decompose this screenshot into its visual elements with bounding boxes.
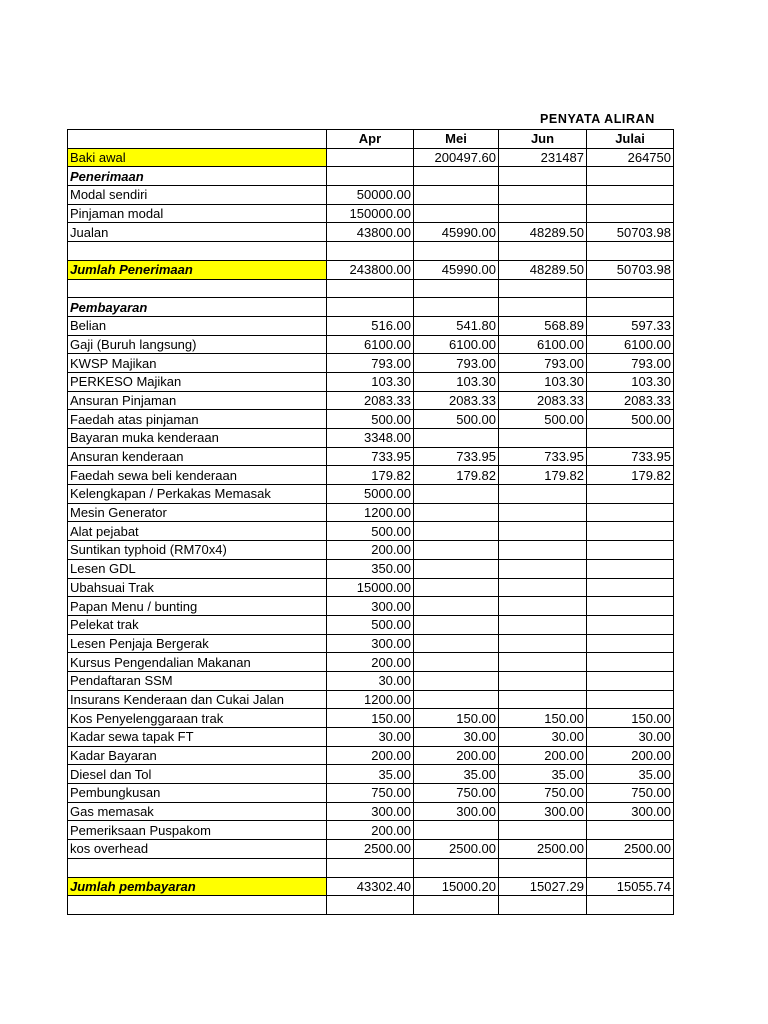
value-cell[interactable]: 1200.00 <box>327 503 414 522</box>
row-label-cell[interactable]: Kos Penyelenggaraan trak <box>68 709 327 728</box>
table-row <box>68 429 674 448</box>
value-cell[interactable] <box>414 541 499 560</box>
table-row <box>68 559 674 578</box>
value-cell[interactable] <box>414 503 499 522</box>
value-cell[interactable]: 793.00 <box>499 354 587 373</box>
value-cell[interactable]: 500.00 <box>587 410 674 429</box>
row-label-cell[interactable]: PERKESO Majikan <box>68 372 327 391</box>
value-cell[interactable] <box>587 690 674 709</box>
value-cell[interactable] <box>587 653 674 672</box>
row-label-cell[interactable]: Jumlah Penerimaan <box>68 260 327 279</box>
row-label-cell[interactable] <box>68 896 327 915</box>
value-cell[interactable]: 2500.00 <box>327 840 414 859</box>
value-cell[interactable]: 2500.00 <box>499 840 587 859</box>
value-cell[interactable] <box>587 242 674 261</box>
value-cell[interactable] <box>414 671 499 690</box>
table-row <box>68 503 674 522</box>
value-cell[interactable]: 200.00 <box>327 653 414 672</box>
table-row <box>68 821 674 840</box>
table-row <box>68 784 674 803</box>
row-label-cell[interactable]: Faedah atas pinjaman <box>68 410 327 429</box>
value-cell[interactable] <box>499 204 587 223</box>
value-cell[interactable]: 3348.00 <box>327 429 414 448</box>
row-label-cell[interactable]: Jumlah pembayaran <box>68 877 327 896</box>
value-cell[interactable]: 733.95 <box>499 447 587 466</box>
value-cell[interactable]: 30.00 <box>499 728 587 747</box>
value-cell[interactable]: 15000.00 <box>327 578 414 597</box>
value-cell[interactable]: 103.30 <box>499 372 587 391</box>
value-cell[interactable] <box>414 204 499 223</box>
value-cell[interactable] <box>587 167 674 186</box>
value-cell[interactable]: 750.00 <box>327 784 414 803</box>
value-cell[interactable]: 150.00 <box>414 709 499 728</box>
header-month-julai[interactable]: Julai <box>587 130 674 149</box>
value-cell[interactable] <box>587 597 674 616</box>
value-cell[interactable] <box>587 634 674 653</box>
row-label-cell[interactable]: Kelengkapan / Perkakas Memasak <box>68 485 327 504</box>
table-row <box>68 242 674 261</box>
value-cell[interactable] <box>499 522 587 541</box>
value-cell[interactable] <box>499 578 587 597</box>
value-cell[interactable]: 179.82 <box>327 466 414 485</box>
value-cell[interactable]: 6100.00 <box>587 335 674 354</box>
row-label-cell[interactable]: Pinjaman modal <box>68 204 327 223</box>
value-cell[interactable] <box>587 821 674 840</box>
table-row <box>68 279 674 298</box>
value-cell[interactable] <box>499 541 587 560</box>
value-cell[interactable] <box>587 298 674 317</box>
value-cell[interactable] <box>499 429 587 448</box>
row-label-cell[interactable]: Gaji (Buruh langsung) <box>68 335 327 354</box>
value-cell[interactable]: 733.95 <box>414 447 499 466</box>
row-label-cell[interactable]: Faedah sewa beli kenderaan <box>68 466 327 485</box>
table-row <box>68 653 674 672</box>
row-label-cell[interactable]: Bayaran muka kenderaan <box>68 429 327 448</box>
table-row <box>68 260 674 279</box>
table-row <box>68 896 674 915</box>
row-label-cell[interactable]: Insurans Kenderaan dan Cukai Jalan <box>68 690 327 709</box>
value-cell[interactable] <box>587 279 674 298</box>
value-cell[interactable]: 243800.00 <box>327 260 414 279</box>
value-cell[interactable]: 500.00 <box>327 615 414 634</box>
value-cell[interactable] <box>414 896 499 915</box>
value-cell[interactable] <box>414 615 499 634</box>
value-cell[interactable] <box>587 186 674 205</box>
value-cell[interactable] <box>414 690 499 709</box>
value-cell[interactable]: 50703.98 <box>587 223 674 242</box>
value-cell[interactable]: 733.95 <box>327 447 414 466</box>
value-cell[interactable] <box>587 559 674 578</box>
table-row <box>68 690 674 709</box>
table-row <box>68 223 674 242</box>
value-cell[interactable]: 750.00 <box>414 784 499 803</box>
value-cell[interactable]: 516.00 <box>327 316 414 335</box>
value-cell[interactable]: 179.82 <box>499 466 587 485</box>
value-cell[interactable] <box>414 429 499 448</box>
table-row <box>68 298 674 317</box>
value-cell[interactable]: 2083.33 <box>414 391 499 410</box>
row-label-cell[interactable] <box>68 279 327 298</box>
row-label-cell[interactable] <box>68 858 327 877</box>
value-cell[interactable]: 15055.74 <box>587 877 674 896</box>
table-row <box>68 447 674 466</box>
value-cell[interactable] <box>414 167 499 186</box>
value-cell[interactable]: 793.00 <box>414 354 499 373</box>
value-cell[interactable] <box>414 522 499 541</box>
value-cell[interactable]: 103.30 <box>587 372 674 391</box>
row-label-cell[interactable]: Belian <box>68 316 327 335</box>
value-cell[interactable] <box>499 503 587 522</box>
header-month-jun[interactable]: Jun <box>499 130 587 149</box>
value-cell[interactable] <box>499 167 587 186</box>
table-row <box>68 634 674 653</box>
header-month-mei[interactable]: Mei <box>414 130 499 149</box>
row-label-cell[interactable]: Ubahsuai Trak <box>68 578 327 597</box>
value-cell[interactable] <box>587 485 674 504</box>
table-row <box>68 728 674 747</box>
row-label-cell[interactable]: Lesen GDL <box>68 559 327 578</box>
value-cell[interactable]: 597.33 <box>587 316 674 335</box>
value-cell[interactable]: 200497.60 <box>414 148 499 167</box>
value-cell[interactable] <box>327 279 414 298</box>
value-cell[interactable] <box>499 821 587 840</box>
table-row <box>68 354 674 373</box>
value-cell[interactable] <box>414 485 499 504</box>
value-cell[interactable]: 568.89 <box>499 316 587 335</box>
table-row <box>68 858 674 877</box>
value-cell[interactable]: 200.00 <box>327 746 414 765</box>
value-cell[interactable]: 179.82 <box>587 466 674 485</box>
header-label-cell[interactable] <box>68 130 327 149</box>
value-cell[interactable]: 300.00 <box>587 802 674 821</box>
row-label-cell[interactable]: KWSP Majikan <box>68 354 327 373</box>
value-cell[interactable]: 35.00 <box>414 765 499 784</box>
row-label-cell[interactable]: Pendaftaran SSM <box>68 671 327 690</box>
value-cell[interactable]: 2083.33 <box>587 391 674 410</box>
value-cell[interactable] <box>587 204 674 223</box>
value-cell[interactable]: 500.00 <box>414 410 499 429</box>
table-row <box>68 167 674 186</box>
value-cell[interactable]: 43302.40 <box>327 877 414 896</box>
value-cell[interactable]: 300.00 <box>414 802 499 821</box>
value-cell[interactable]: 6100.00 <box>414 335 499 354</box>
row-label-cell[interactable]: kos overhead <box>68 840 327 859</box>
row-label-cell[interactable]: Pelekat trak <box>68 615 327 634</box>
header-row <box>68 130 674 149</box>
row-label-cell[interactable]: Kadar sewa tapak FT <box>68 728 327 747</box>
value-cell[interactable]: 30.00 <box>327 728 414 747</box>
table-row <box>68 316 674 335</box>
value-cell[interactable] <box>327 148 414 167</box>
value-cell[interactable]: 150.00 <box>587 709 674 728</box>
value-cell[interactable]: 541.80 <box>414 316 499 335</box>
value-cell[interactable] <box>499 186 587 205</box>
value-cell[interactable]: 500.00 <box>327 522 414 541</box>
value-cell[interactable]: 179.82 <box>414 466 499 485</box>
value-cell[interactable]: 1200.00 <box>327 690 414 709</box>
value-cell[interactable]: 35.00 <box>499 765 587 784</box>
value-cell[interactable] <box>587 615 674 634</box>
value-cell[interactable]: 500.00 <box>327 410 414 429</box>
row-label-cell[interactable]: Modal sendiri <box>68 186 327 205</box>
row-label-cell[interactable]: Ansuran kenderaan <box>68 447 327 466</box>
value-cell[interactable] <box>499 634 587 653</box>
value-cell[interactable] <box>587 429 674 448</box>
value-cell[interactable]: 6100.00 <box>327 335 414 354</box>
table-row <box>68 335 674 354</box>
value-cell[interactable] <box>414 858 499 877</box>
value-cell[interactable]: 45990.00 <box>414 223 499 242</box>
value-cell[interactable] <box>414 634 499 653</box>
cash-flow-table <box>67 129 674 915</box>
value-cell[interactable] <box>499 242 587 261</box>
value-cell[interactable]: 48289.50 <box>499 260 587 279</box>
value-cell[interactable]: 200.00 <box>414 746 499 765</box>
value-cell[interactable]: 150.00 <box>499 709 587 728</box>
row-label-cell[interactable]: Gas memasak <box>68 802 327 821</box>
value-cell[interactable]: 200.00 <box>327 821 414 840</box>
value-cell[interactable]: 5000.00 <box>327 485 414 504</box>
value-cell[interactable] <box>327 896 414 915</box>
sheet-title: PENYATA ALIRAN <box>540 112 655 126</box>
value-cell[interactable] <box>327 858 414 877</box>
table-row <box>68 391 674 410</box>
row-label-cell[interactable]: Pembungkusan <box>68 784 327 803</box>
table-row <box>68 746 674 765</box>
value-cell[interactable]: 150000.00 <box>327 204 414 223</box>
table-row <box>68 802 674 821</box>
table-row <box>68 877 674 896</box>
value-cell[interactable] <box>587 896 674 915</box>
value-cell[interactable] <box>414 578 499 597</box>
value-cell[interactable] <box>499 653 587 672</box>
value-cell[interactable] <box>587 671 674 690</box>
value-cell[interactable] <box>414 242 499 261</box>
row-label-cell[interactable]: Papan Menu / bunting <box>68 597 327 616</box>
value-cell[interactable]: 300.00 <box>327 597 414 616</box>
row-label-cell[interactable]: Suntikan typhoid (RM70x4) <box>68 541 327 560</box>
value-cell[interactable] <box>499 690 587 709</box>
value-cell[interactable] <box>499 559 587 578</box>
value-cell[interactable] <box>587 578 674 597</box>
value-cell[interactable]: 2500.00 <box>587 840 674 859</box>
value-cell[interactable]: 35.00 <box>327 765 414 784</box>
value-cell[interactable]: 350.00 <box>327 559 414 578</box>
table-row <box>68 541 674 560</box>
value-cell[interactable] <box>414 597 499 616</box>
value-cell[interactable]: 50000.00 <box>327 186 414 205</box>
table-row <box>68 186 674 205</box>
row-label-cell[interactable] <box>68 242 327 261</box>
table-body <box>68 130 674 915</box>
value-cell[interactable]: 150.00 <box>327 709 414 728</box>
table-row <box>68 522 674 541</box>
value-cell[interactable] <box>499 485 587 504</box>
value-cell[interactable]: 15027.29 <box>499 877 587 896</box>
value-cell[interactable]: 35.00 <box>587 765 674 784</box>
value-cell[interactable]: 200.00 <box>587 746 674 765</box>
table-row <box>68 485 674 504</box>
row-label-cell[interactable]: Ansuran Pinjaman <box>68 391 327 410</box>
table-row <box>68 765 674 784</box>
row-label-cell[interactable]: Pembayaran <box>68 298 327 317</box>
value-cell[interactable]: 200.00 <box>499 746 587 765</box>
value-cell[interactable] <box>499 615 587 634</box>
value-cell[interactable] <box>327 298 414 317</box>
value-cell[interactable]: 103.30 <box>327 372 414 391</box>
row-label-cell[interactable]: Mesin Generator <box>68 503 327 522</box>
value-cell[interactable] <box>499 671 587 690</box>
header-month-apr[interactable]: Apr <box>327 130 414 149</box>
value-cell[interactable] <box>414 279 499 298</box>
table-row <box>68 840 674 859</box>
value-cell[interactable]: 300.00 <box>327 802 414 821</box>
value-cell[interactable]: 43800.00 <box>327 223 414 242</box>
value-cell[interactable]: 733.95 <box>587 447 674 466</box>
row-label-cell[interactable]: Lesen Penjaja Bergerak <box>68 634 327 653</box>
row-label-cell[interactable]: Jualan <box>68 223 327 242</box>
table-row <box>68 372 674 391</box>
table-row <box>68 148 674 167</box>
table-row <box>68 578 674 597</box>
row-label-cell[interactable]: Baki awal <box>68 148 327 167</box>
table-row <box>68 709 674 728</box>
value-cell[interactable]: 15000.20 <box>414 877 499 896</box>
value-cell[interactable]: 793.00 <box>587 354 674 373</box>
value-cell[interactable] <box>414 186 499 205</box>
table-row <box>68 615 674 634</box>
value-cell[interactable] <box>499 858 587 877</box>
value-cell[interactable]: 30.00 <box>587 728 674 747</box>
value-cell[interactable] <box>414 653 499 672</box>
value-cell[interactable]: 103.30 <box>414 372 499 391</box>
value-cell[interactable] <box>499 597 587 616</box>
value-cell[interactable]: 2500.00 <box>414 840 499 859</box>
value-cell[interactable]: 750.00 <box>587 784 674 803</box>
row-label-cell[interactable]: Penerimaan <box>68 167 327 186</box>
value-cell[interactable] <box>587 522 674 541</box>
value-cell[interactable]: 300.00 <box>499 802 587 821</box>
table-row <box>68 466 674 485</box>
value-cell[interactable]: 2083.33 <box>327 391 414 410</box>
row-label-cell[interactable]: Diesel dan Tol <box>68 765 327 784</box>
table-row <box>68 410 674 429</box>
value-cell[interactable]: 231487 <box>499 148 587 167</box>
value-cell[interactable] <box>499 896 587 915</box>
value-cell[interactable]: 2083.33 <box>499 391 587 410</box>
value-cell[interactable] <box>499 279 587 298</box>
value-cell[interactable]: 750.00 <box>499 784 587 803</box>
value-cell[interactable]: 45990.00 <box>414 260 499 279</box>
value-cell[interactable] <box>587 541 674 560</box>
value-cell[interactable] <box>587 503 674 522</box>
value-cell[interactable]: 30.00 <box>327 671 414 690</box>
value-cell[interactable] <box>414 821 499 840</box>
value-cell[interactable]: 200.00 <box>327 541 414 560</box>
row-label-cell[interactable]: Kursus Pengendalian Makanan <box>68 653 327 672</box>
value-cell[interactable]: 50703.98 <box>587 260 674 279</box>
table-row <box>68 597 674 616</box>
value-cell[interactable]: 48289.50 <box>499 223 587 242</box>
value-cell[interactable]: 300.00 <box>327 634 414 653</box>
table-row <box>68 204 674 223</box>
value-cell[interactable] <box>414 559 499 578</box>
value-cell[interactable]: 30.00 <box>414 728 499 747</box>
value-cell[interactable] <box>499 298 587 317</box>
table-row <box>68 671 674 690</box>
value-cell[interactable]: 264750 <box>587 148 674 167</box>
value-cell[interactable] <box>414 298 499 317</box>
value-cell[interactable]: 793.00 <box>327 354 414 373</box>
row-label-cell[interactable]: Pemeriksaan Puspakom <box>68 821 327 840</box>
row-label-cell[interactable]: Kadar Bayaran <box>68 746 327 765</box>
row-label-cell[interactable]: Alat pejabat <box>68 522 327 541</box>
value-cell[interactable] <box>327 167 414 186</box>
value-cell[interactable]: 6100.00 <box>499 335 587 354</box>
value-cell[interactable] <box>587 858 674 877</box>
value-cell[interactable]: 500.00 <box>499 410 587 429</box>
value-cell[interactable] <box>327 242 414 261</box>
